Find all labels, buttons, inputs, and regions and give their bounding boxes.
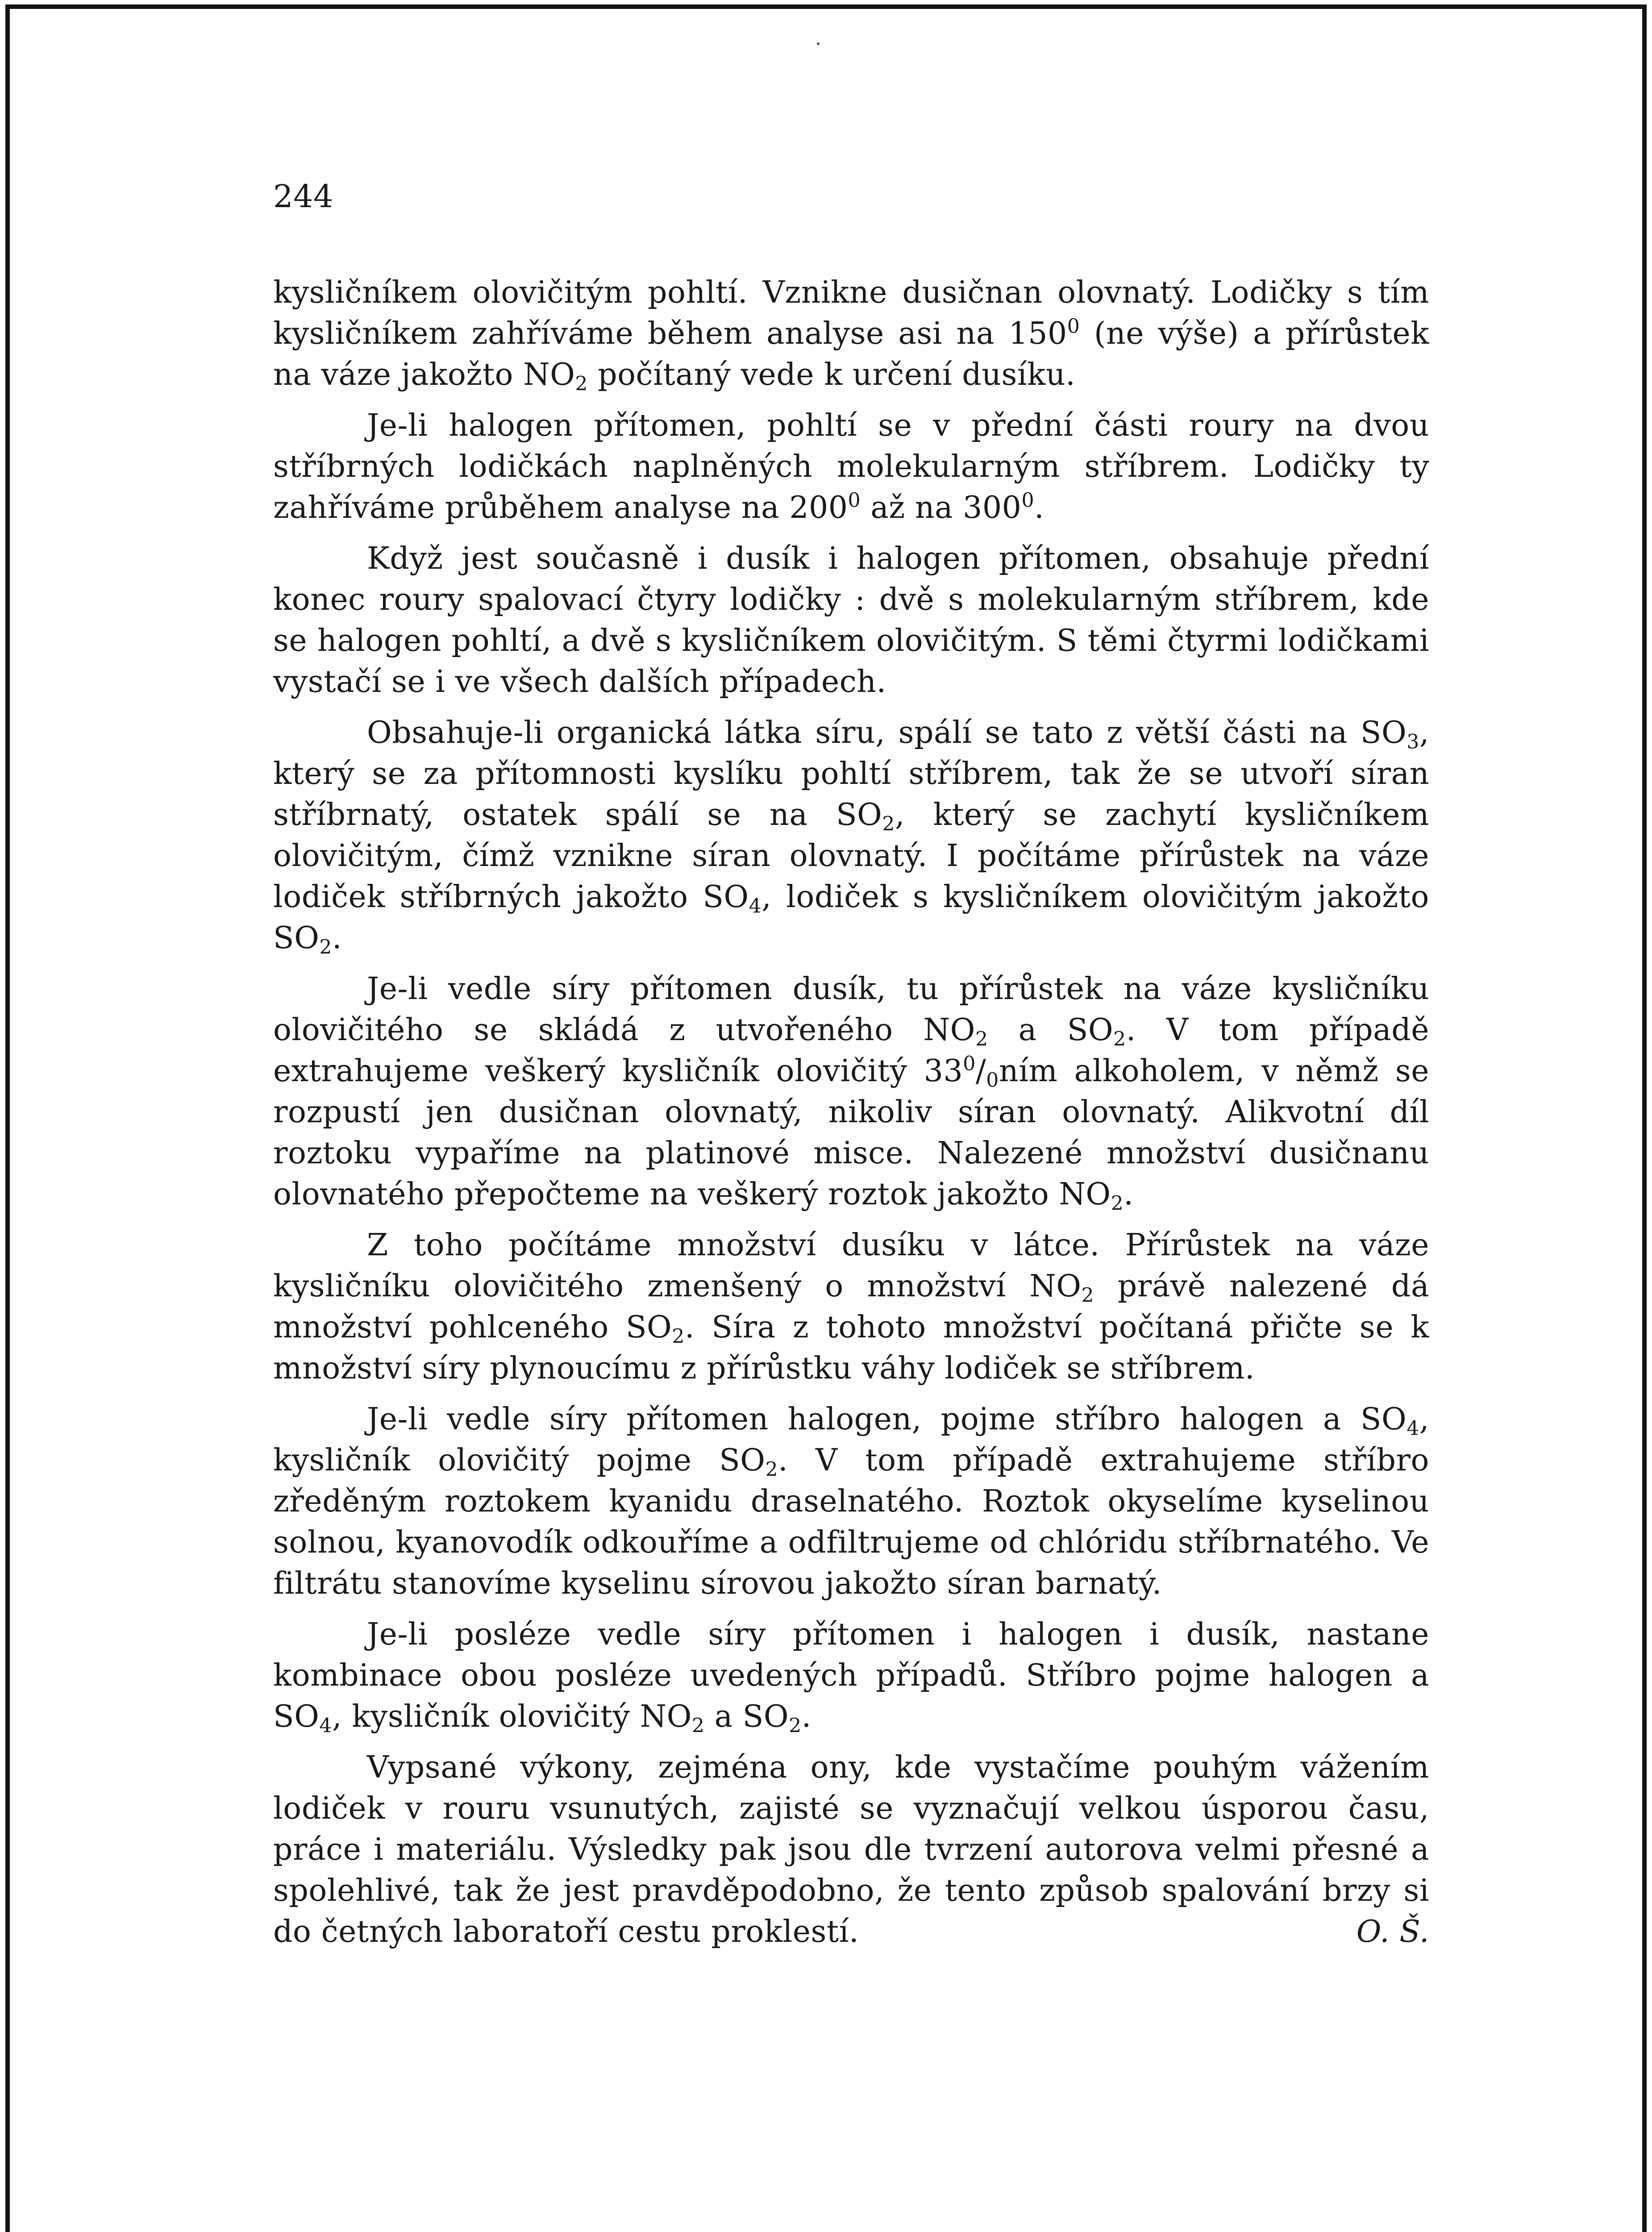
document-body — [273, 179, 1429, 1953]
page-number: 244 — [273, 178, 334, 215]
paragraph-6: Z toho počítáme množství dusíku v látce. Přírůstek na váze kysličníku olovičitého zmenšený o množství $NO_2$ právě nalezené dá množství pohlceného $SO_2$. Síra z tohoto množství počítaná přičte se k množství síry plynoucímu z přírůstku váhy lodiček se stříbrem. — [273, 1228, 1429, 1386]
paragraph-7: Je-li vedle síry přítomen halogen, pojme stříbro halogen a $SO_4$, kysličník olovičitý pojme $SO_2$. V tom případě extrahujeme stříbro zředěným roztokem kyanidu draselnatého. Roztok okyselíme kyselinou solnou, kyanovodík odkouříme a odfiltrujeme od chlóridu stříbrnatého. Ve filtrátu stanovíme kyselinu sírovou jakožto síran barnatý. — [273, 1402, 1429, 1601]
scan-speck — [817, 42, 820, 45]
paragraph-3: Když jest současně i dusík i halogen přítomen, obsahuje přední konec roury spalovací čtyry lodičky : dvě s molekularným stříbrem, kde se halogen pohltí, a dvě s kysličníkem olovičitým. S těmi čtyrmi lodičkami vystačí se i ve všech dalších případech. — [273, 541, 1429, 700]
paragraph-5: Je-li vedle síry přítomen dusík, tu přírůstek na váze kysličníku olovičitého se skládá z utvořeného $NO_2$ a $SO_2$. V tom případě extrahujeme veškerý kysličník olovičitý $33^0/_0ním$ alkoholem, v němž se rozpustí jen dusičnan olovnatý, nikoliv síran olovnatý. Alikvotní díl roztoku vypaříme na platinové misce. Nalezené množství dusičnanu olovnatého přepočteme na veškerý roztok jakožto $NO_2$. — [273, 971, 1429, 1215]
paragraph-8: Je-li posléze vedle síry přítomen i halogen i dusík, nastane kombinace obou posléze uvedených případů. Stříbro pojme halogen a $SO_4$, kysličník olovičitý $NO_2$ a $SO_2$. — [273, 1617, 1429, 1737]
paragraph-2: Je-li halogen přítomen, pohltí se v přední části roury na dvou stříbrných lodičkách naplněných molekularným stříbrem. Lodičky ty zahříváme průběhem analyse na $200^0$ až na $300^0$. — [273, 408, 1429, 525]
paragraph-9: Vypsané výkony, zejména ony, kde vystačíme pouhým vážením lodiček v rouru vsunutých, zajisté se vyznačují velkou úsporou času, práce i materiálu. Výsledky pak jsou dle tvrzení autorova velmi přesné a spolehlivé, tak že jest pravděpodobno, že tento způsob spalování brzy si do četných laboratoří cestu proklestí. O. Š. — [273, 1747, 1429, 1953]
paragraph-1: kysličníkem olovičitým pohltí. Vznikne dusičnan olovnatý. Lodičky s tím kysličníkem zahříváme během analyse asi na $150^0$ (ne výše) a přírůstek na váze jakožto $NO_2$ počítaný vede k určení dusíku. — [273, 275, 1429, 396]
paragraph-4: Obsahuje-li organická látka síru, spálí se tato z větší části na $SO_3$, který se za přítomnosti kyslíku pohltí stříbrem, tak že se utvoří síran stříbrnatý, ostatek spálí se na $SO_2$, který se zachytí kysličníkem olovičitým, čímž vznikne síran olovnatý. I počítáme přírůstek na váze lodiček stříbrných jakožto $SO_4$, lodiček s kysličníkem olovičitým jakožto $SO_2$. — [273, 715, 1429, 959]
author-signature: O. Š. — [1356, 1914, 1429, 1949]
